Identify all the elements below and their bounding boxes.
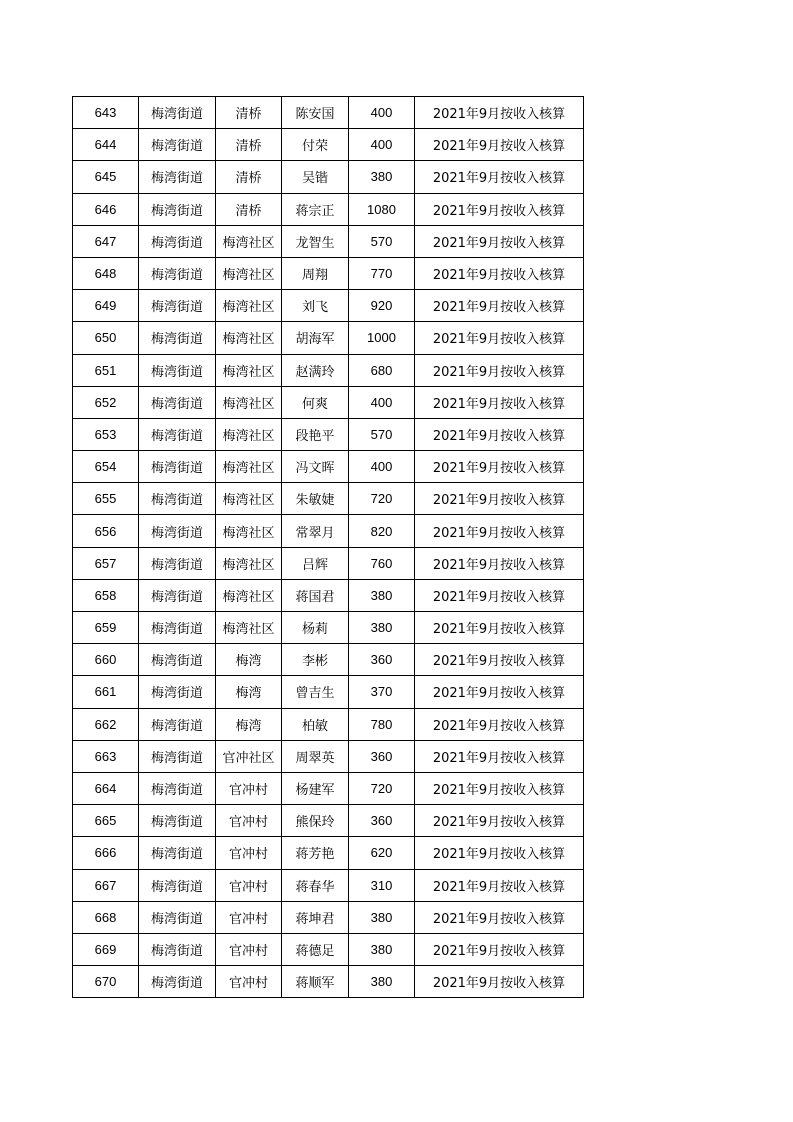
note-cell: 2021年9月按收入核算 — [415, 547, 584, 579]
community-cell: 梅湾社区 — [216, 257, 282, 289]
street-cell: 梅湾街道 — [139, 901, 216, 933]
person-name-cell: 周翠英 — [282, 740, 349, 772]
row-number-cell: 646 — [73, 193, 139, 225]
row-number-cell: 659 — [73, 612, 139, 644]
amount-cell: 720 — [349, 483, 415, 515]
street-cell: 梅湾街道 — [139, 322, 216, 354]
note-cell: 2021年9月按收入核算 — [415, 483, 584, 515]
person-name-cell: 蒋顺军 — [282, 966, 349, 998]
person-name-cell: 刘飞 — [282, 290, 349, 322]
amount-cell: 760 — [349, 547, 415, 579]
street-cell: 梅湾街道 — [139, 805, 216, 837]
person-name-cell: 柏敏 — [282, 708, 349, 740]
table-row — [73, 354, 584, 386]
street-cell: 梅湾街道 — [139, 869, 216, 901]
table-row — [73, 322, 584, 354]
table-row — [73, 129, 584, 161]
person-name-cell: 胡海军 — [282, 322, 349, 354]
person-name-cell: 赵满玲 — [282, 354, 349, 386]
row-number-cell: 649 — [73, 290, 139, 322]
note-cell: 2021年9月按收入核算 — [415, 966, 584, 998]
amount-cell: 820 — [349, 515, 415, 547]
row-number-cell: 660 — [73, 644, 139, 676]
community-cell: 官冲村 — [216, 869, 282, 901]
street-cell: 梅湾街道 — [139, 676, 216, 708]
street-cell: 梅湾街道 — [139, 966, 216, 998]
note-cell: 2021年9月按收入核算 — [415, 837, 584, 869]
note-cell: 2021年9月按收入核算 — [415, 225, 584, 257]
street-cell: 梅湾街道 — [139, 451, 216, 483]
note-cell: 2021年9月按收入核算 — [415, 418, 584, 450]
amount-cell: 360 — [349, 805, 415, 837]
amount-cell: 720 — [349, 772, 415, 804]
community-cell: 梅湾 — [216, 676, 282, 708]
note-cell: 2021年9月按收入核算 — [415, 161, 584, 193]
amount-cell: 920 — [349, 290, 415, 322]
table-row — [73, 933, 584, 965]
note-cell: 2021年9月按收入核算 — [415, 869, 584, 901]
note-cell: 2021年9月按收入核算 — [415, 579, 584, 611]
row-number-cell: 664 — [73, 772, 139, 804]
person-name-cell: 吕辉 — [282, 547, 349, 579]
row-number-cell: 667 — [73, 869, 139, 901]
amount-cell: 780 — [349, 708, 415, 740]
community-cell: 梅湾社区 — [216, 547, 282, 579]
community-cell: 梅湾社区 — [216, 225, 282, 257]
community-cell: 梅湾社区 — [216, 483, 282, 515]
community-cell: 梅湾 — [216, 708, 282, 740]
note-cell: 2021年9月按收入核算 — [415, 644, 584, 676]
community-cell: 官冲村 — [216, 933, 282, 965]
person-name-cell: 蒋春华 — [282, 869, 349, 901]
amount-cell: 400 — [349, 97, 415, 129]
row-number-cell: 652 — [73, 386, 139, 418]
row-number-cell: 656 — [73, 515, 139, 547]
table-row — [73, 386, 584, 418]
person-name-cell: 杨莉 — [282, 612, 349, 644]
note-cell: 2021年9月按收入核算 — [415, 193, 584, 225]
row-number-cell: 653 — [73, 418, 139, 450]
note-cell: 2021年9月按收入核算 — [415, 772, 584, 804]
table-row — [73, 547, 584, 579]
person-name-cell: 熊保玲 — [282, 805, 349, 837]
amount-cell: 380 — [349, 161, 415, 193]
table-row — [73, 451, 584, 483]
table-row — [73, 805, 584, 837]
community-cell: 梅湾社区 — [216, 322, 282, 354]
community-cell: 梅湾 — [216, 644, 282, 676]
community-cell: 官冲社区 — [216, 740, 282, 772]
street-cell: 梅湾街道 — [139, 354, 216, 386]
street-cell: 梅湾街道 — [139, 161, 216, 193]
street-cell: 梅湾街道 — [139, 290, 216, 322]
person-name-cell: 龙智生 — [282, 225, 349, 257]
community-cell: 梅湾社区 — [216, 451, 282, 483]
street-cell: 梅湾街道 — [139, 225, 216, 257]
street-cell: 梅湾街道 — [139, 515, 216, 547]
street-cell: 梅湾街道 — [139, 257, 216, 289]
row-number-cell: 654 — [73, 451, 139, 483]
amount-cell: 680 — [349, 354, 415, 386]
community-cell: 官冲村 — [216, 805, 282, 837]
note-cell: 2021年9月按收入核算 — [415, 676, 584, 708]
amount-cell: 360 — [349, 644, 415, 676]
street-cell: 梅湾街道 — [139, 97, 216, 129]
community-cell: 清桥 — [216, 129, 282, 161]
row-number-cell: 645 — [73, 161, 139, 193]
amount-cell: 400 — [349, 386, 415, 418]
street-cell: 梅湾街道 — [139, 193, 216, 225]
amount-cell: 400 — [349, 451, 415, 483]
amount-cell: 400 — [349, 129, 415, 161]
street-cell: 梅湾街道 — [139, 740, 216, 772]
person-name-cell: 周翔 — [282, 257, 349, 289]
amount-cell: 570 — [349, 418, 415, 450]
person-name-cell: 冯文晖 — [282, 451, 349, 483]
note-cell: 2021年9月按收入核算 — [415, 354, 584, 386]
note-cell: 2021年9月按收入核算 — [415, 933, 584, 965]
table-row — [73, 515, 584, 547]
street-cell: 梅湾街道 — [139, 933, 216, 965]
row-number-cell: 668 — [73, 901, 139, 933]
street-cell: 梅湾街道 — [139, 772, 216, 804]
amount-cell: 570 — [349, 225, 415, 257]
note-cell: 2021年9月按收入核算 — [415, 805, 584, 837]
row-number-cell: 670 — [73, 966, 139, 998]
table-row — [73, 644, 584, 676]
table-row — [73, 579, 584, 611]
note-cell: 2021年9月按收入核算 — [415, 612, 584, 644]
street-cell: 梅湾街道 — [139, 612, 216, 644]
row-number-cell: 661 — [73, 676, 139, 708]
community-cell: 清桥 — [216, 97, 282, 129]
person-name-cell: 何爽 — [282, 386, 349, 418]
person-name-cell: 曾吉生 — [282, 676, 349, 708]
row-number-cell: 666 — [73, 837, 139, 869]
person-name-cell: 蒋坤君 — [282, 901, 349, 933]
row-number-cell: 658 — [73, 579, 139, 611]
note-cell: 2021年9月按收入核算 — [415, 129, 584, 161]
note-cell: 2021年9月按收入核算 — [415, 708, 584, 740]
amount-cell: 380 — [349, 933, 415, 965]
community-cell: 官冲村 — [216, 772, 282, 804]
note-cell: 2021年9月按收入核算 — [415, 451, 584, 483]
row-number-cell: 665 — [73, 805, 139, 837]
table-row — [73, 225, 584, 257]
note-cell: 2021年9月按收入核算 — [415, 290, 584, 322]
row-number-cell: 655 — [73, 483, 139, 515]
note-cell: 2021年9月按收入核算 — [415, 257, 584, 289]
note-cell: 2021年9月按收入核算 — [415, 515, 584, 547]
street-cell: 梅湾街道 — [139, 547, 216, 579]
community-cell: 官冲村 — [216, 837, 282, 869]
table-row — [73, 418, 584, 450]
street-cell: 梅湾街道 — [139, 708, 216, 740]
street-cell: 梅湾街道 — [139, 129, 216, 161]
amount-cell: 620 — [349, 837, 415, 869]
amount-cell: 380 — [349, 612, 415, 644]
person-name-cell: 蒋芳艳 — [282, 837, 349, 869]
table-row — [73, 483, 584, 515]
table-row — [73, 612, 584, 644]
person-name-cell: 蒋德足 — [282, 933, 349, 965]
community-cell: 梅湾社区 — [216, 612, 282, 644]
row-number-cell: 644 — [73, 129, 139, 161]
community-cell: 梅湾社区 — [216, 354, 282, 386]
row-number-cell: 648 — [73, 257, 139, 289]
note-cell: 2021年9月按收入核算 — [415, 322, 584, 354]
community-cell: 官冲村 — [216, 901, 282, 933]
amount-cell: 1080 — [349, 193, 415, 225]
community-cell: 清桥 — [216, 161, 282, 193]
amount-cell: 370 — [349, 676, 415, 708]
amount-cell: 380 — [349, 966, 415, 998]
table-row — [73, 869, 584, 901]
street-cell: 梅湾街道 — [139, 644, 216, 676]
table-row — [73, 740, 584, 772]
row-number-cell: 651 — [73, 354, 139, 386]
person-name-cell: 付荣 — [282, 129, 349, 161]
amount-cell: 360 — [349, 740, 415, 772]
table-row — [73, 901, 584, 933]
table-row — [73, 257, 584, 289]
community-cell: 梅湾社区 — [216, 290, 282, 322]
person-name-cell: 陈安国 — [282, 97, 349, 129]
row-number-cell: 647 — [73, 225, 139, 257]
amount-cell: 380 — [349, 901, 415, 933]
row-number-cell: 650 — [73, 322, 139, 354]
table-row — [73, 97, 584, 129]
person-name-cell: 朱敏婕 — [282, 483, 349, 515]
person-name-cell: 杨建军 — [282, 772, 349, 804]
note-cell: 2021年9月按收入核算 — [415, 386, 584, 418]
street-cell: 梅湾街道 — [139, 837, 216, 869]
table-row — [73, 193, 584, 225]
amount-cell: 380 — [349, 579, 415, 611]
row-number-cell: 657 — [73, 547, 139, 579]
community-cell: 梅湾社区 — [216, 386, 282, 418]
community-cell: 清桥 — [216, 193, 282, 225]
table-row — [73, 966, 584, 998]
note-cell: 2021年9月按收入核算 — [415, 901, 584, 933]
street-cell: 梅湾街道 — [139, 386, 216, 418]
note-cell: 2021年9月按收入核算 — [415, 740, 584, 772]
street-cell: 梅湾街道 — [139, 483, 216, 515]
street-cell: 梅湾街道 — [139, 579, 216, 611]
person-name-cell: 常翠月 — [282, 515, 349, 547]
records-table — [72, 96, 584, 998]
amount-cell: 310 — [349, 869, 415, 901]
person-name-cell: 蒋国君 — [282, 579, 349, 611]
street-cell: 梅湾街道 — [139, 418, 216, 450]
person-name-cell: 吴锴 — [282, 161, 349, 193]
table-row — [73, 708, 584, 740]
table-row — [73, 837, 584, 869]
row-number-cell: 643 — [73, 97, 139, 129]
row-number-cell: 662 — [73, 708, 139, 740]
person-name-cell: 蒋宗正 — [282, 193, 349, 225]
table-row — [73, 772, 584, 804]
table-row — [73, 676, 584, 708]
amount-cell: 1000 — [349, 322, 415, 354]
row-number-cell: 663 — [73, 740, 139, 772]
row-number-cell: 669 — [73, 933, 139, 965]
community-cell: 官冲村 — [216, 966, 282, 998]
person-name-cell: 李彬 — [282, 644, 349, 676]
community-cell: 梅湾社区 — [216, 418, 282, 450]
amount-cell: 770 — [349, 257, 415, 289]
table-row — [73, 161, 584, 193]
community-cell: 梅湾社区 — [216, 515, 282, 547]
note-cell: 2021年9月按收入核算 — [415, 97, 584, 129]
table-row — [73, 290, 584, 322]
community-cell: 梅湾社区 — [216, 579, 282, 611]
records-table-body — [73, 97, 584, 998]
person-name-cell: 段艳平 — [282, 418, 349, 450]
